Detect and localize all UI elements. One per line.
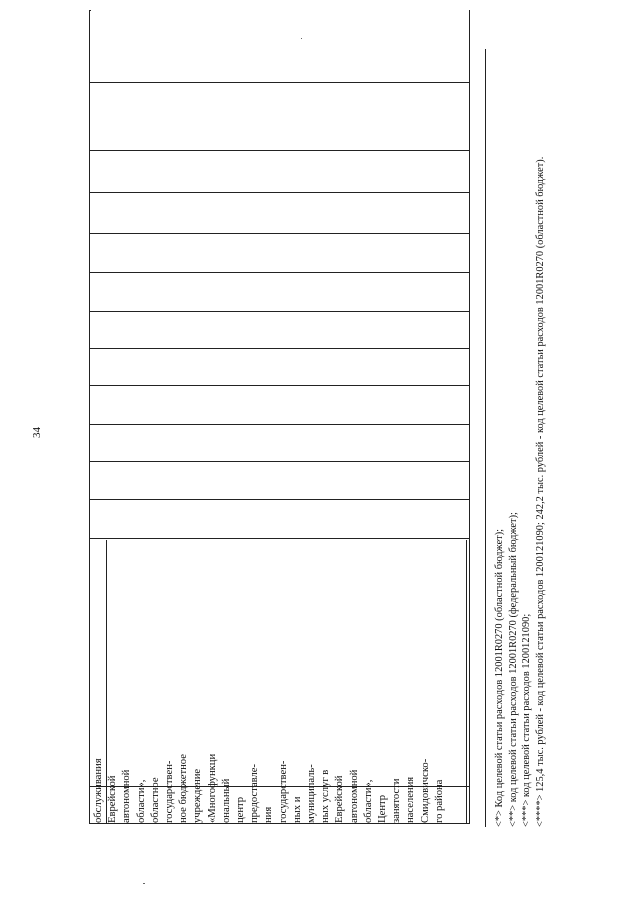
table-divider [466,540,467,824]
table-row-separator [89,150,469,151]
table-row-separator [89,311,469,312]
table-row-separator [89,385,469,386]
page-number: 34 [31,427,43,438]
table-line [89,823,469,824]
table-row-separator [89,82,469,83]
table-cell-organizations: обслуживания Еврейской автономной области», областное государствен- ное бюджетное учреждение «Многофункци ональный центр предоставле- ния государствен- ных и муниципаль- ных услуг в Еврейской автономной области», Центр занятости населения Смидовичско- го района [93,753,445,823]
table-row-separator [89,233,469,234]
table-row-separator [89,192,469,193]
footnote-2: <**> код целевой статьи расходов 12001R0270 (федеральный бюджет); [507,512,519,827]
footnote-separator [485,49,486,827]
table-row-separator [89,424,469,425]
scan-speck [301,38,302,39]
table-row-separator [89,348,469,349]
scan-speck [143,883,145,884]
footnotes [493,17,547,827]
table-row-separator [89,272,469,273]
table-row-separator [89,461,469,462]
table-row-separator [89,538,469,539]
footnote-1: <*> Код целевой статьи расходов 12001R0270 (областной бюджет); [494,528,505,827]
footnote-4: <****> 125,4 тыс. рублей - код целевой статьи расходов 1200121090; 242,2 тыс. рублей - код целевой статьи расходов 12001R0270 (областной бюджет). [534,156,546,827]
footnote-3: <***> код целевой статьи расходов 1200121090; [521,613,533,827]
table-row-separator [89,499,469,500]
table-border-top [89,10,90,824]
table-border-bottom [469,10,470,824]
